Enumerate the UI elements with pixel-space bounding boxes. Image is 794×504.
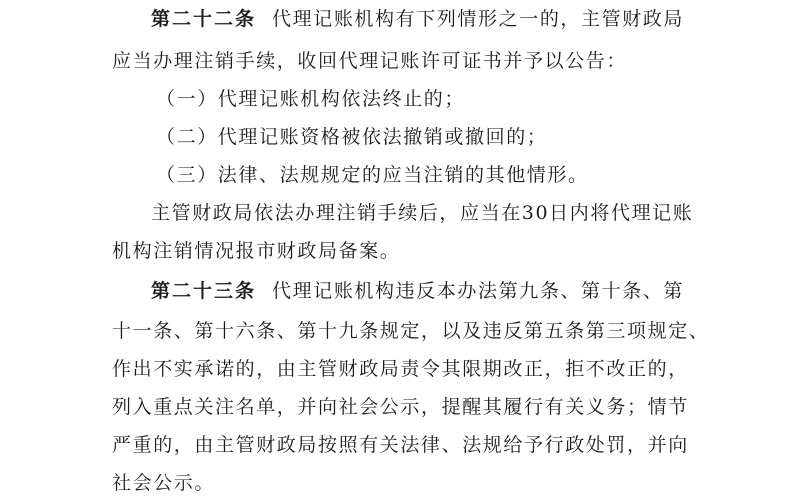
article-22-item-3: （三）法律、法规规定的应当注销的其他情形。 — [156, 164, 589, 186]
article-22-text-start: 代理记账机构有下列情形之一的，主管财政局 — [272, 8, 685, 30]
article-22-paragraph-line-2: 机构注销情况报市财政局备案。 — [112, 240, 401, 262]
article-23-line-3: 作出不实承诺的，由主管财政局责令其限期改正，拒不改正的， — [112, 358, 689, 380]
article-23-line-6: 社会公示。 — [112, 472, 216, 494]
article-23-line-5: 严重的，由主管财政局按照有关法律、法规给予行政处罚，并向 — [112, 434, 689, 456]
article-22-first-line — [151, 2, 726, 36]
article-23-number: 第二十三条 — [151, 280, 257, 302]
article-23-line-4: 列入重点关注名单，并向社会公示，提醒其履行有关义务；情节 — [112, 396, 689, 418]
article-23-first-line — [151, 274, 726, 308]
article-22-item-1: （一）代理记账机构依法终止的； — [156, 88, 466, 110]
article-22-number: 第二十二条 — [151, 8, 257, 30]
article-22-item-2: （二）代理记账资格被依法撤销或撤回的； — [156, 126, 548, 148]
article-23-line-2: 十一条、第十六条、第十九条规定，以及违反第五条第三项规定、 — [112, 320, 710, 342]
article-22-paragraph-line-1: 主管财政局依法办理注销手续后，应当在30日内将代理记账 — [151, 202, 694, 224]
article-23-text-start: 代理记账机构违反本办法第九条、第十条、第 — [272, 280, 685, 302]
article-22-line-2: 应当办理注销手续，收回代理记账许可证书并予以公告： — [112, 50, 628, 72]
